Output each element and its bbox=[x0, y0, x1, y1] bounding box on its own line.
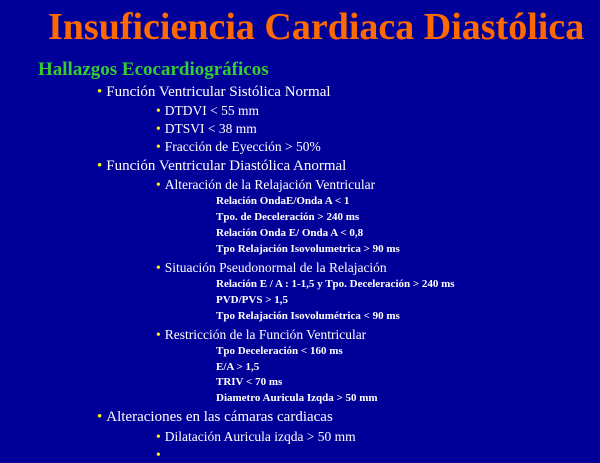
outline-item-text: Alteraciones en las cámaras cardiacas bbox=[106, 409, 333, 425]
outline-item-level-1 bbox=[97, 408, 333, 426]
outline-item-text: Tpo Relajación Isovolumetrica > 90 ms bbox=[216, 243, 400, 255]
outline-item-level-3 bbox=[216, 226, 363, 240]
outline-item-level-2 bbox=[156, 259, 387, 276]
outline-item-text: Restricción de la Función Ventricular bbox=[164, 327, 367, 342]
slide-subtitle: Hallazgos Ecocardiográficos bbox=[38, 59, 269, 80]
outline-item-text: DTDVI < 55 mm bbox=[164, 103, 259, 118]
outline-item-level-2 bbox=[156, 428, 356, 445]
bullet-icon: • bbox=[156, 139, 161, 154]
outline-item-level-3 bbox=[216, 277, 455, 291]
outline-item-level-1 bbox=[97, 83, 331, 101]
outline-item-level-3 bbox=[216, 194, 349, 208]
outline-item-level-3 bbox=[216, 391, 378, 405]
outline-item-level-3 bbox=[216, 309, 400, 323]
outline-item-level-3 bbox=[216, 360, 259, 374]
bullet-icon: • bbox=[156, 447, 161, 462]
bullet-icon: • bbox=[156, 103, 161, 118]
outline-item-text: E/A > 1,5 bbox=[216, 361, 260, 373]
bullet-icon: • bbox=[97, 84, 103, 100]
outline-item-text: Relación E / A : 1-1,5 y Tpo. Deceleración > 240 ms bbox=[216, 278, 455, 290]
bullet-icon: • bbox=[97, 158, 103, 174]
bullet-icon: • bbox=[156, 260, 161, 275]
outline-item-level-2 bbox=[156, 120, 257, 137]
outline-item-level-2 bbox=[156, 176, 375, 193]
outline-item-text: TRIV < 70 ms bbox=[216, 376, 283, 388]
bullet-icon: • bbox=[156, 121, 161, 136]
outline-item-level-3 bbox=[216, 344, 343, 358]
bullet-icon: • bbox=[97, 409, 103, 425]
outline-item-level-3 bbox=[216, 293, 288, 307]
outline-item-level-3 bbox=[216, 375, 282, 389]
outline-item-level-3 bbox=[216, 242, 400, 256]
outline-item-text: Diametro Auricula Izqda > 50 mm bbox=[216, 392, 378, 404]
cut-off-line bbox=[156, 446, 165, 463]
outline-item-level-2 bbox=[156, 102, 259, 119]
outline-item-text: Función Ventricular Diastólica Anormal bbox=[106, 158, 347, 174]
slide-title: Insuficiencia Cardiaca Diastólica bbox=[48, 6, 585, 48]
outline-item-level-3 bbox=[216, 210, 359, 224]
outline-item-text: Tpo Deceleración < 160 ms bbox=[216, 345, 343, 357]
outline-item-text: DTSVI < 38 mm bbox=[164, 121, 257, 136]
outline-item-text: Dilatación Auricula izqda > 50 mm bbox=[164, 429, 356, 444]
bullet-icon: • bbox=[156, 327, 161, 342]
outline-item-text: Relación Onda E/ Onda A < 0,8 bbox=[216, 227, 364, 239]
outline-item-text: Fracción de Eyección > 50% bbox=[164, 139, 321, 154]
outline-item-text: Tpo Relajación Isovolumétrica < 90 ms bbox=[216, 310, 400, 322]
bullet-icon: • bbox=[156, 429, 161, 444]
outline-item-level-2 bbox=[156, 138, 321, 155]
outline-item-text: Situación Pseudonormal de la Relajación bbox=[164, 260, 387, 275]
outline-item-text: Tpo. de Deceleración > 240 ms bbox=[216, 211, 360, 223]
outline-item-text: PVD/PVS > 1,5 bbox=[216, 294, 288, 306]
outline-item-text: Alteración de la Relajación Ventricular bbox=[164, 177, 376, 192]
outline-item-text: Función Ventricular Sistólica Normal bbox=[106, 84, 331, 100]
bullet-icon: • bbox=[156, 177, 161, 192]
outline-item-text: Relación OndaE/Onda A < 1 bbox=[216, 195, 350, 207]
outline-item-level-2 bbox=[156, 326, 366, 343]
outline-item-level-1 bbox=[97, 157, 346, 175]
